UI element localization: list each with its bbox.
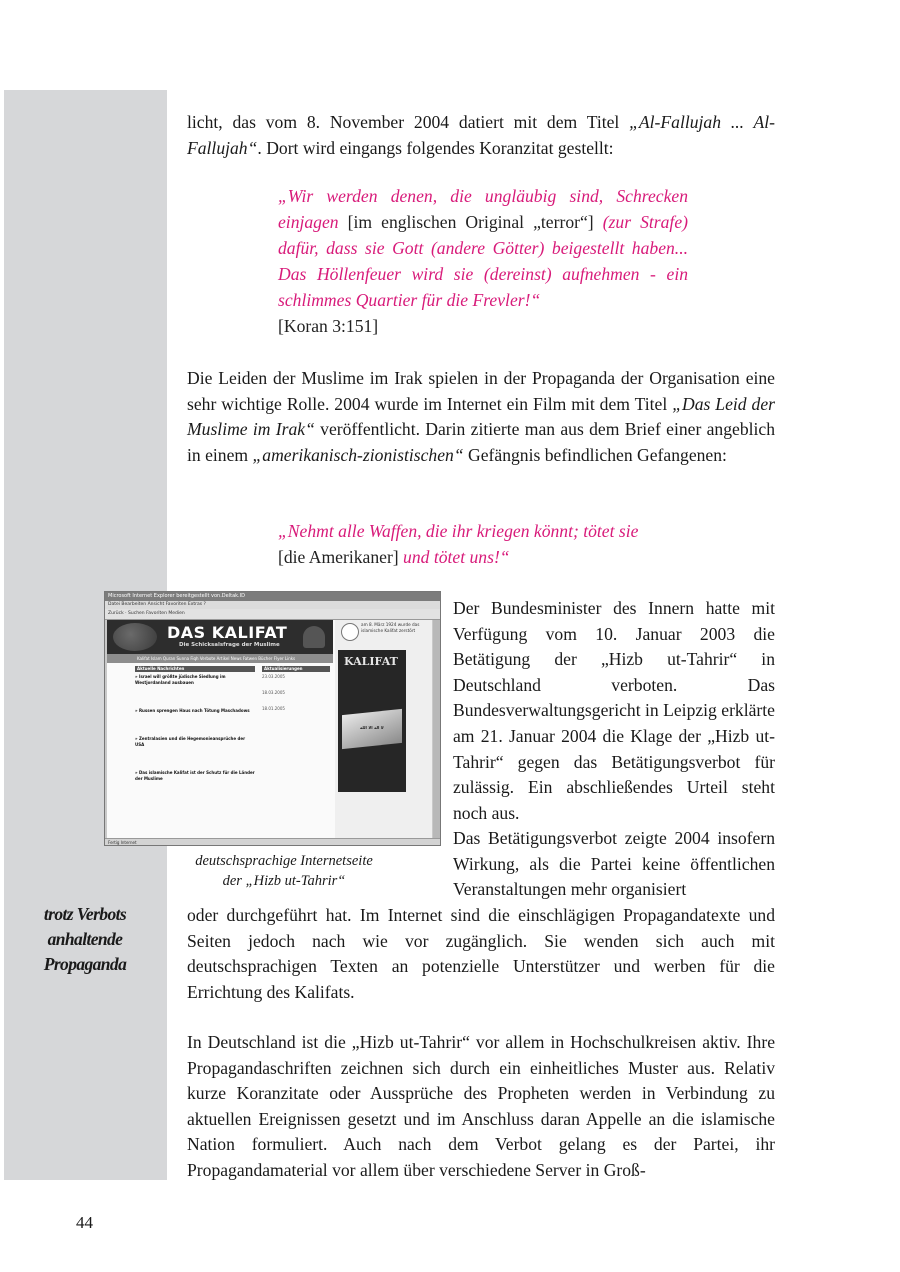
news-header: Aktuelle Nachrichten [135, 666, 255, 672]
news-item: » Israel will größte jüdische Siedlung im Westjordanland ausbauen [135, 674, 226, 685]
clock-icon [341, 623, 359, 641]
paragraph-1: licht, das vom 8. November 2004 datiert mit dem Titel „Al-Fallujah ... Al-Fallujah“. Dort wird eingangs folgendes Koranzitat gestellt: [187, 112, 776, 158]
site-logo: DAS KALIFAT [167, 623, 288, 642]
news-item: » Das islamische Kalifat ist der Schutz für die Länder der Muslime [135, 770, 255, 781]
site-banner [107, 620, 333, 654]
ad-title: KALIFAT [344, 655, 398, 668]
browser-menu-bar: Datei Bearbeiten Ansicht Favoriten Extras ? [105, 601, 440, 609]
news-text-block [135, 748, 255, 770]
site-nav: Kalifat Islam Quran Sunna Fiqh Verbote Artikel News Fatwen Bücher Flyer Links [107, 654, 333, 663]
news-item: » Russen sprengen Haus nach Tötung Maschadows [135, 708, 250, 713]
right-info-text: am 8. März 1924 wurde das islamische Kalifat zerstört [361, 622, 420, 633]
updates-header: Aktualisierungen [262, 666, 330, 672]
website-content [107, 620, 432, 838]
updates-column [262, 666, 330, 712]
update-date: 23.03.2005 [262, 674, 285, 679]
browser-toolbar: Zurück · Suchen Favoriten Medien [105, 609, 440, 620]
paragraph-4-end: oder durchgeführt hat. Im Internet sind die einschlägigen Propagandatexte und Seiten jedoch nach wie vor zugänglich. Sie wenden sich auch mit deutschsprachigen Texten an potenzielle Unterstützer und werben für die Errichtung des Kalifats. [187, 905, 775, 1002]
news-item: » Zentralasien und die Hegemonieansprüche der USA [135, 736, 246, 747]
figure-caption: deutschsprachige Internetseite der „Hizb ut-Tahrir“ [195, 853, 373, 889]
globe-icon [113, 623, 157, 651]
website-screenshot [104, 591, 441, 846]
paragraph-5: In Deutschland ist die „Hizb ut-Tahrir“ vor allem in Hochschulkreisen aktiv. Ihre Propagandaschriften zeichnen sich durch ein einheitliches Muster aus. Relativ kurze Koranzitate oder Aussprüche des Propheten werden in Verbindung zu aktuellen Ereignissen gesetzt und im Anschluss daran Appelle an die islamische Nation formuliert. Auch nach dem Verbot gelang es der Partei, ihr Propagandamaterial vor allem über verschiedene Server in Groß- [187, 1032, 775, 1180]
browser-status-bar: Fertig Internet [105, 838, 440, 845]
mosque-dome-icon [303, 626, 325, 648]
paragraph-2: Die Leiden der Muslime im Irak spielen in der Propaganda der Organisation eine sehr wichtige Rolle. 2004 wurde im Internet ein Film mit dem Titel „Das Leid der Muslime im Irak“ veröffentlicht. Darin zitierte man aus dem Brief einer angeblich in einem „amerikanisch-zionistischen“ Gefängnis befindlichen Gefangenen: [187, 368, 775, 465]
paragraph-4-start: Das Betätigungsverbot zeigte 2004 insofern Wirkung, als die Partei keine öffentlichen Veranstaltungen mehr organisiert [453, 828, 775, 900]
news-text-block [135, 686, 255, 708]
page-number: 44 [76, 1213, 93, 1232]
update-date: 18.01.2005 [262, 706, 285, 711]
margin-note: trotz Verbots anhaltende Propaganda [43, 904, 127, 974]
update-text [262, 696, 330, 706]
browser-title-bar: Microsoft Internet Explorer bereitgestellt von.Deltak.ID [105, 592, 440, 601]
news-column [135, 666, 255, 782]
update-date: 18.03.2005 [262, 690, 285, 695]
site-tagline: Die Schicksalsfrage der Muslime [179, 642, 280, 648]
prisoner-quote: „Nehmt alle Waffen, die ihr kriegen könnt; tötet sie [die Amerikaner] und tötet uns!“ [278, 521, 639, 567]
browser-scrollbar [433, 620, 440, 838]
kalifat-banner-ad [338, 650, 406, 792]
flag-text: لا اله الا الله [360, 725, 384, 730]
paragraph-3: Der Bundesminister des Innern hatte mit Verfügung vom 10. Januar 2003 die Betätigung der „Hizb ut-Tahrir“ in Deutschland verboten. Das Bundesverwaltungsgericht in Leipzig erklärte am 21. Januar 2004 die Klage der „Hizb ut-Tahrir“ gegen das Betätigungsverbot für zulässig. Ein abschließendes Urteil steht noch aus. [453, 598, 775, 823]
update-text [262, 680, 330, 690]
news-text-block [135, 714, 255, 736]
koran-quote: „Wir werden denen, die ungläubig sind, Schrecken einjagen [im englischen Original „terror“] (zur Strafe) dafür, dass sie Gott (andere Götter) beigestellt haben... Das Höllenfeuer wird sie (dereinst) aufnehmen - ein schlimmes Quartier für die Frevler!“ [Koran 3:151] [278, 186, 688, 336]
